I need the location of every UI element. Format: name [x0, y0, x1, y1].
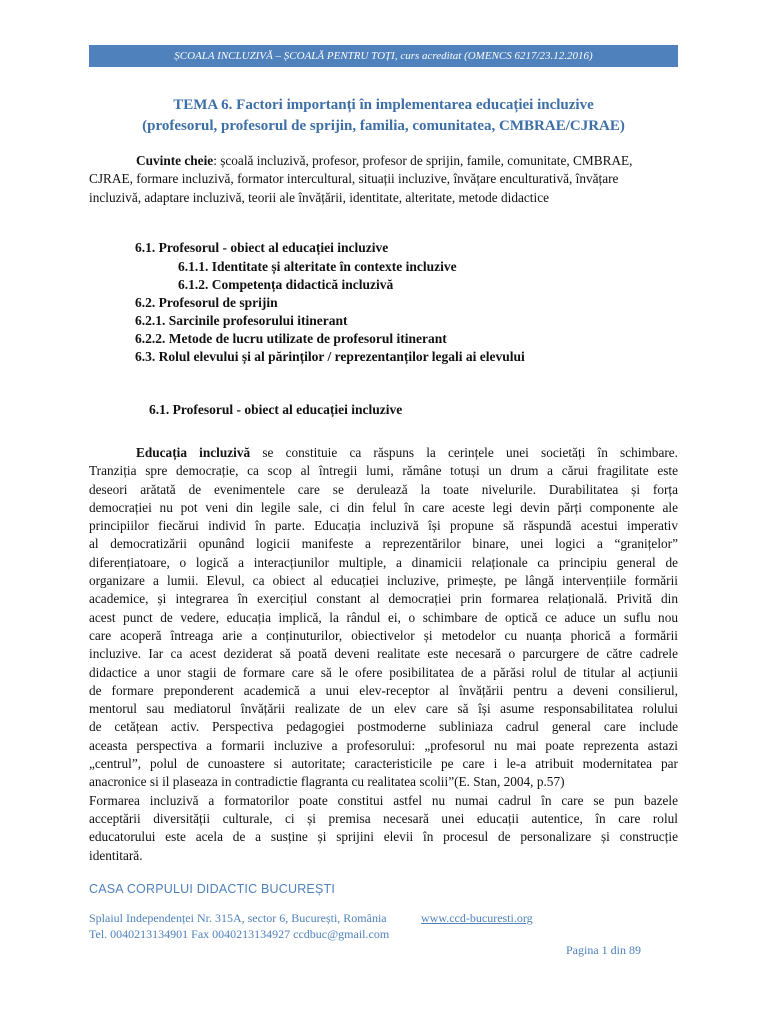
body-line: de cetățean activ. Perspectiva pedagogiei postmoderne subliniaza cadrul general care include: [89, 719, 678, 735]
body-line: care acoperă întreaga arie a conținuturilor, obiectivelor și metodelor cu nuanța phorică a formării: [89, 627, 678, 643]
page-number: Pagina 1 din 89: [566, 943, 641, 957]
body-line: academice, și integrarea în exercițiul constant al democrației prin formarea relațională. Privită din: [89, 591, 678, 607]
toc-item: 6.1.1. Identitate și alteritate în contexte incluzive: [178, 259, 457, 274]
footer-address: Splaiul Independenței Nr. 315A, sector 6, București, România: [89, 911, 387, 925]
title-line-2: (profesorul, profesorul de sprijin, familia, comunitatea, CMBRAE/CJRAE): [142, 118, 625, 134]
body-line: incluzive. Iar ca acest deziderat să poată deveni realitate este necesară o parcurgere de către cadrele: [89, 646, 678, 662]
body-paragraph: [89, 444, 678, 865]
footer-contact: Tel. 0040213134901 Fax 0040213134927 ccdbuc@gmail.com: [89, 927, 390, 941]
keywords-text: : școală incluzivă, profesor, profesor de sprijin, famile, comunitate, CMBRAE, CJRAE, formare incluzivă, formator intercultural, situații incluzive, învățare enculturativă, învățare incluzivă, adaptare incluzivă, teorii ale învățării, identitate, alteritate, metode didactice: [89, 153, 633, 205]
toc-item: 6.2.1. Sarcinile profesorului itinerant: [135, 313, 348, 328]
body-line: de formare preponderent academică a unui elev-receptor al învățării pentru a deveni consilierul,: [89, 682, 678, 698]
body-line: Formarea incluzivă a formatorilor poate constitui astfel nu numai cadrul în care se pun bazele: [89, 792, 678, 808]
body-line: mentorul sau mediatorul învățării realizate de un elev care să își asume responsabilitatea rolului: [89, 701, 678, 717]
body-line: al democratizării opunând logicii manifeste a reprezentărilor binare, unei logici a “granițelor”: [89, 536, 678, 552]
title-line-1: TEMA 6. Factori importanți în implementarea educației incluzive: [173, 97, 594, 113]
body-line: Educația incluzivă se constituie ca răspuns la cerințele unei societăți în schimbare.: [136, 445, 678, 460]
footer-organization: CASA CORPULUI DIDACTIC BUCUREȘTI: [89, 882, 336, 896]
keywords-paragraph: [89, 152, 654, 207]
document-title: [89, 95, 678, 137]
toc-item: 6.3. Rolul elevului și al părinților / reprezentanților legali ai elevului: [135, 349, 525, 364]
document-header-banner: ȘCOALA INCLUZIVĂ – ȘCOALĂ PENTRU TOȚI, curs acreditat (OMENCS 6217/23.12.2016): [89, 45, 678, 67]
body-line: organizare a lumii. Elevul, ca obiect al educației incluzive, primește, pe lângă intervențiile formării: [89, 573, 678, 589]
body-line: didactice a unor stagii de formare care să le ofere posibilitatea de a părăsi rolul de titular al acțiunii: [89, 664, 678, 680]
body-line: anacronice si il plaseaza in contradictie flagranta cu realitatea scolii”(E. Stan, 2004, p.57): [89, 774, 565, 790]
body-line: aceasta perspectiva a formarii incluzive a profesorului: „profesorul nu mai poate reprezenta astazi: [89, 737, 678, 753]
toc-item: 6.2. Profesorul de sprijin: [135, 295, 278, 310]
body-line: „centrul”, polul de cunoastere si autoritate; caracteristicile pe care i le-a atribuit modernitatea par: [89, 756, 678, 772]
body-line: acceptării diversității culturale, ci și premisa necesară unei educații autentice, în care rolul: [89, 810, 678, 826]
body-line: deseori arătată de evenimentele care se derulează la toate nivelurile. Durabilitatea și forța: [89, 481, 678, 497]
toc-item: 6.1. Profesorul - obiect al educației incluzive: [135, 240, 389, 255]
body-line: educatorului este acela de a susține și sprijini elevii în procesul de personalizare și construcție: [89, 829, 678, 845]
body-line: democrației nu pot veni din legile sale, ci din felul în care aceste legi devin părți componente ale: [89, 499, 678, 515]
lead-term: Educația incluzivă: [136, 445, 251, 460]
body-line: principiilor fiecărui individ în parte. Educația incluzivă își propune să răspundă acestui imperativ: [89, 518, 678, 534]
section-heading: 6.1. Profesorul - obiect al educației incluzive: [149, 402, 403, 417]
body-line: diferențiatoare, o logică a interacțiunilor multiple, a dinamicii relaționale ca principiu general de: [89, 554, 678, 570]
keywords-label: Cuvinte cheie: [136, 153, 214, 168]
body-line: identitară.: [89, 847, 143, 863]
body-line: acest punct de vedere, educația implică, la rândul ei, o schimbare de optică ce aduce un suflu nou: [89, 609, 678, 625]
toc-item: 6.2.2. Metode de lucru utilizate de profesorul itinerant: [135, 331, 447, 346]
body-line: Tranziția spre democrație, ca scop al întregii lumi, rămâne totuși un drum a cărui fragilitate este: [89, 463, 678, 479]
toc-item: 6.1.2. Competența didactică incluzivă: [178, 277, 394, 292]
footer-website-link[interactable]: www.ccd-bucuresti.org: [421, 911, 533, 925]
